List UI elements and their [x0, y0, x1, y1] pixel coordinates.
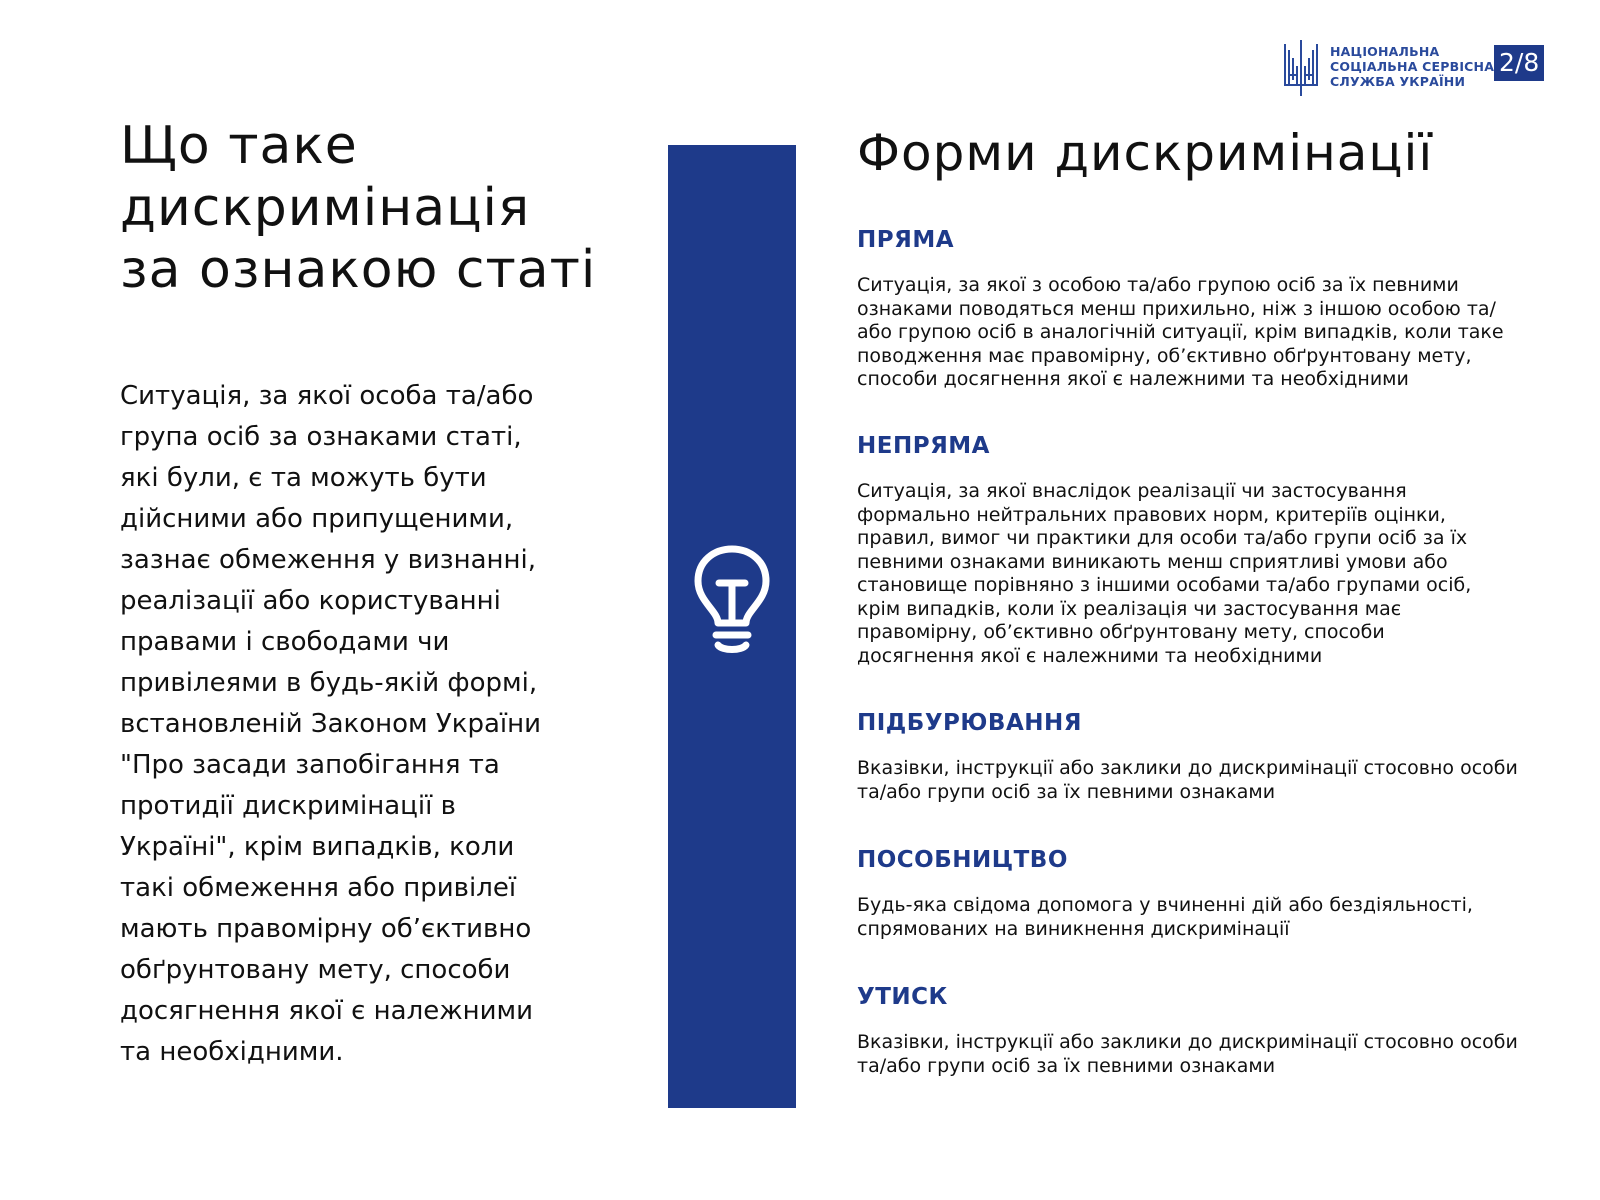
form-description [857, 894, 1567, 941]
form-text-line: крім випадків, коли їх реалізація чи застосування має [857, 597, 1402, 620]
form-text-line: спрямованих на виникнення дискримінації [857, 917, 1290, 940]
form-heading: ПІДБУРЮВАННЯ [857, 710, 1082, 736]
definition-line: реалізації або користуванні [120, 586, 501, 616]
logo-line: СОЦІАЛЬНА СЕРВІСНА [1330, 59, 1495, 74]
form-description [857, 480, 1567, 668]
definition-line: зазнає обмеження у визнанні, [120, 545, 537, 575]
left-title-line: за ознакою статі [120, 240, 597, 300]
header-logo [1282, 40, 1552, 100]
definition-line: протидії дискримінації в [120, 791, 456, 821]
definition-line: привілеями в будь-якій формі, [120, 668, 538, 698]
form-text-line: досягнення якої є належними та необхідними [857, 644, 1323, 667]
definition-line: обґрунтовану мету, способи [120, 955, 511, 985]
form-text-line: Будь-яка свідома допомога у вчиненні дій або бездіяльності, [857, 894, 1473, 916]
form-text-line: становище порівняно з іншими особами та/або групами осіб, [857, 574, 1472, 596]
definition-line: правами і свободами чи [120, 627, 450, 657]
form-description [857, 1031, 1567, 1078]
form-text-line: та/або групи осіб за їх певними ознаками [857, 1054, 1276, 1077]
form-item-oppression [857, 983, 1567, 1078]
form-item-indirect [857, 432, 1567, 668]
definition-line: дійсними або припущеними, [120, 504, 514, 534]
form-text-line: Ситуація, за якої з особою та/або групою осіб за їх певними [857, 274, 1459, 296]
form-text-line: правил, вимог чи практики для особи та/або групи осіб за їх [857, 527, 1468, 549]
left-title [120, 115, 640, 301]
form-text-line: певними ознаками виникають менш сприятливі умови або [857, 550, 1448, 573]
form-text-line: Вказівки, інструкції або заклики до дискримінації стосовно особи [857, 757, 1518, 779]
center-accent-bar [668, 145, 796, 1108]
definition-line: група осіб за ознаками статі, [120, 422, 522, 452]
lightbulb-icon [692, 545, 772, 655]
form-text-line: формально нейтральних правових норм, критеріїв оцінки, [857, 503, 1446, 526]
form-text-line: поводження має правомірну, об’єктивно обґрунтовану мету, [857, 344, 1472, 367]
left-title-line: Що таке [120, 116, 358, 176]
nssu-trident-logo-icon [1282, 40, 1322, 96]
form-text-line: ознаками поводяться менш прихильно, ніж з іншою особою та/ [857, 297, 1496, 320]
form-text-line: Ситуація, за якої внаслідок реалізації чи застосування [857, 480, 1407, 502]
form-description [857, 757, 1567, 804]
page-number-badge: 2/8 [1494, 45, 1544, 81]
logo-line: СЛУЖБА УКРАЇНИ [1330, 74, 1466, 89]
definition-line: досягнення якої є належними [120, 996, 534, 1026]
logo-text [1330, 44, 1495, 89]
form-item-complicity [857, 846, 1567, 941]
form-text-line: або групою осіб в аналогічній ситуації, крім випадків, коли таке [857, 321, 1504, 343]
left-definition-text [120, 376, 580, 1073]
definition-line: Україні", крім випадків, коли [120, 832, 515, 862]
logo-line: НАЦІОНАЛЬНА [1330, 44, 1440, 59]
definition-line: такі обмеження або привілеї [120, 873, 517, 903]
definition-line: Ситуація, за якої особа та/або [120, 381, 534, 411]
definition-line: мають правомірну об’єктивно [120, 914, 532, 944]
definition-line: та необхідними. [120, 1037, 344, 1067]
left-title-line: дискримінація [120, 178, 531, 238]
form-heading: УТИСК [857, 984, 948, 1010]
form-description [857, 274, 1567, 392]
right-title: Форми дискримінації [857, 124, 1434, 182]
form-text-line: правомірну, об’єктивно обґрунтовану мету, способи [857, 621, 1385, 643]
form-item-incitement [857, 709, 1567, 804]
form-heading: НЕПРЯМА [857, 433, 990, 459]
form-text-line: Вказівки, інструкції або заклики до дискримінації стосовно особи [857, 1031, 1518, 1053]
definition-line: встановленій Законом України [120, 709, 542, 739]
form-heading: ПОСОБНИЦТВО [857, 847, 1068, 873]
definition-line: які були, є та можуть бути [120, 463, 487, 493]
form-heading: ПРЯМА [857, 227, 955, 253]
form-text-line: способи досягнення якої є належними та необхідними [857, 368, 1409, 390]
definition-line: "Про засади запобігання та [120, 750, 500, 780]
form-text-line: та/або групи осіб за їх певними ознаками [857, 780, 1276, 803]
form-item-direct [857, 226, 1567, 392]
